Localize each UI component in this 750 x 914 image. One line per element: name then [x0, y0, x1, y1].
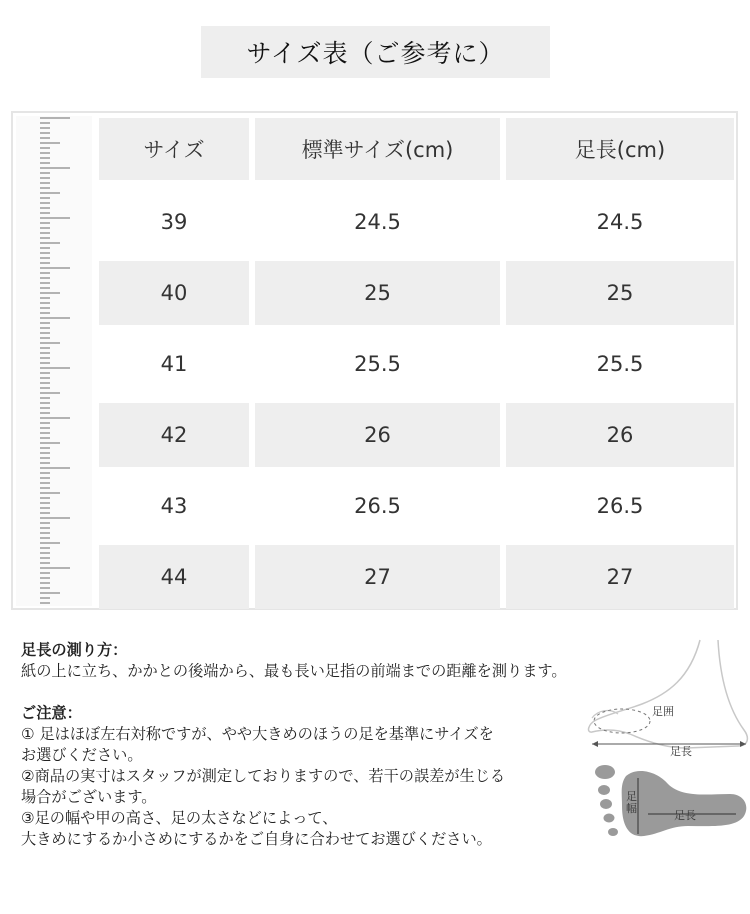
cell-length-39: 24.5 — [596, 210, 644, 234]
girth-ellipse — [594, 709, 650, 733]
caution-line: 大きめにするか小さめにするかをご自身に合わせてお選びください。 — [21, 830, 492, 848]
length-label-bottom: 足長 — [674, 809, 696, 822]
ruler-decoration — [16, 116, 92, 606]
width-label: 足 幅 — [626, 790, 637, 815]
caution-line: ②商品の実寸はスタッフが測定しておりますので、若干の誤差が生じる — [21, 767, 506, 785]
length-label-top: 足長 — [670, 745, 692, 758]
caution-heading: ご注意： — [21, 704, 82, 722]
cell-length-41: 25.5 — [596, 352, 644, 376]
caution-line: お選びください。 — [21, 746, 143, 764]
header-size: サイズ — [99, 118, 249, 180]
cell-standard-41: 25.5 — [354, 352, 401, 376]
cell-size-40: 40 — [99, 261, 249, 325]
caution-line: ① 足はほぼ左右対称ですが、やや大きめのほうの足を基準にサイズを — [21, 725, 494, 743]
cell-size-44: 44 — [99, 545, 249, 609]
header-standard-size: 標準サイズ(cm) — [255, 118, 500, 180]
measure-heading: 足長の測り方： — [21, 641, 128, 659]
caution-line: 場合がございます。 — [21, 788, 157, 806]
cell-length-44: 27 — [506, 545, 734, 609]
cell-length-43: 26.5 — [596, 494, 644, 518]
header-foot-length: 足長(cm) — [506, 118, 734, 180]
cell-standard-44: 27 — [255, 545, 500, 609]
measure-text: 紙の上に立ち、かかとの後端から、最も長い足指の前端までの距離を測ります。 — [21, 662, 567, 680]
caution-line: ③足の幅や甲の高さ、足の太さなどによって、 — [21, 809, 338, 827]
cell-length-40: 25 — [506, 261, 734, 325]
footprint-icon — [595, 765, 746, 836]
notes-section — [21, 640, 621, 850]
foot-illustration — [578, 638, 750, 894]
page-title: サイズ表（ご参考に） — [201, 26, 550, 78]
foot-measurement-diagram — [578, 638, 750, 894]
cell-size-42: 42 — [99, 403, 249, 467]
cell-standard-42: 26 — [255, 403, 500, 467]
cell-standard-40: 25 — [255, 261, 500, 325]
cell-standard-43: 26.5 — [354, 494, 401, 518]
ruler-ticks — [16, 116, 92, 606]
cell-size-41: 41 — [160, 352, 188, 376]
cell-size-43: 43 — [160, 494, 188, 518]
cell-standard-39: 24.5 — [354, 210, 401, 234]
girth-label: 足囲 — [652, 705, 674, 718]
cell-size-39: 39 — [160, 210, 188, 234]
cell-length-42: 26 — [506, 403, 734, 467]
